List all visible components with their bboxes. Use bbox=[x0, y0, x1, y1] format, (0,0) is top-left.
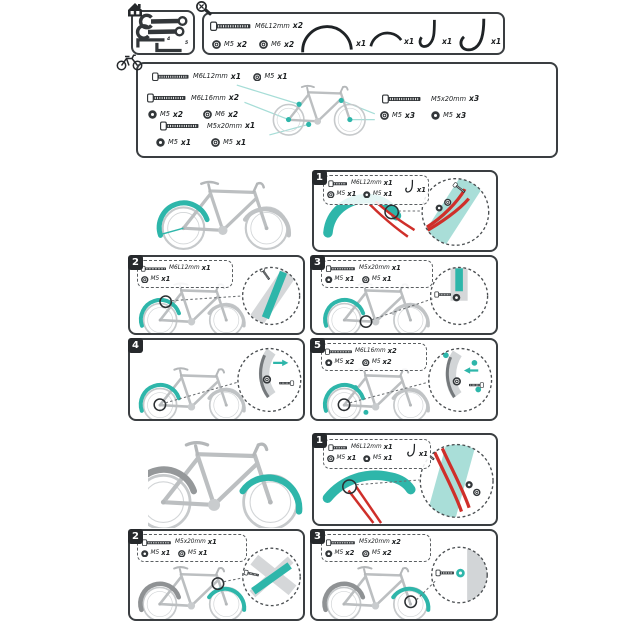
nut-icon bbox=[380, 111, 389, 120]
screw-icon bbox=[210, 21, 252, 32]
nut-qty: x2 bbox=[236, 39, 248, 49]
screw-qty: x2 bbox=[228, 93, 239, 103]
zoom-detail-content bbox=[436, 548, 494, 602]
fender-stay-icon bbox=[456, 17, 490, 53]
screw-icon bbox=[325, 265, 357, 273]
zoom-detail-content bbox=[261, 351, 294, 397]
nut-qty: x1 bbox=[345, 275, 355, 284]
nut-qty: x1 bbox=[161, 549, 171, 558]
step-parts-inset bbox=[323, 439, 431, 469]
bike-rear-fender-illustration bbox=[146, 168, 304, 254]
screw-label: M5x20mm bbox=[207, 121, 243, 130]
screw-label: M6L12mm bbox=[351, 179, 382, 186]
allen-key-icon bbox=[138, 40, 165, 48]
bike-icon bbox=[116, 52, 144, 72]
parts-overview-box bbox=[136, 62, 558, 158]
screw-label: M5x20mm bbox=[431, 94, 467, 103]
fender-part bbox=[327, 475, 410, 498]
nut-icon bbox=[327, 191, 335, 199]
screw-label: M6L12mm bbox=[169, 264, 200, 271]
nut-label: M5 bbox=[150, 549, 160, 556]
screw-label: M6L12mm bbox=[255, 21, 290, 30]
nut-qty: x1 bbox=[180, 137, 192, 147]
step-number-badge: 4 bbox=[128, 338, 143, 353]
nut-qty: x2 bbox=[283, 39, 295, 49]
nut-icon bbox=[156, 138, 165, 147]
nut-qty: x2 bbox=[382, 358, 392, 367]
nut-label: M5 bbox=[443, 111, 453, 120]
parts-row-4-nuts bbox=[156, 138, 246, 147]
nut-qty: x2 bbox=[345, 549, 355, 558]
mount-point-dot bbox=[353, 385, 358, 390]
nut-label: M6 bbox=[271, 40, 281, 49]
parts-row-4 bbox=[156, 121, 255, 131]
step-parts-inset bbox=[323, 175, 429, 205]
nut-icon bbox=[362, 550, 370, 558]
screw-icon bbox=[325, 539, 357, 547]
stay-qty: x1 bbox=[416, 186, 426, 195]
screw-head-icon bbox=[195, 1, 213, 17]
nut-label: M5 bbox=[187, 549, 197, 556]
screw-qty: x3 bbox=[469, 94, 480, 104]
mount-point-dot bbox=[363, 410, 368, 415]
screw-icon bbox=[376, 94, 428, 104]
stay-qty: x1 bbox=[491, 37, 502, 46]
fender-stay-icon bbox=[367, 24, 405, 49]
nut-icon bbox=[211, 138, 220, 147]
zoom-detail-content bbox=[423, 178, 474, 243]
screw-qty: x1 bbox=[207, 538, 217, 547]
nut-label: M5 bbox=[334, 358, 344, 365]
nut-icon bbox=[325, 359, 333, 367]
stay-qty: x1 bbox=[404, 37, 415, 46]
bike-illustration bbox=[144, 283, 243, 333]
screw-icon bbox=[141, 539, 173, 547]
screw-label: M6L16mm bbox=[191, 93, 226, 102]
screw-label: M6L12mm bbox=[193, 72, 228, 81]
screw-label: M6L16mm bbox=[355, 347, 386, 354]
connector-lines bbox=[237, 85, 375, 135]
nut-label: M5 bbox=[168, 138, 178, 147]
step-number-badge: 5 bbox=[310, 338, 325, 353]
nut-qty: x2 bbox=[345, 358, 355, 367]
allen-key-icon bbox=[157, 43, 182, 51]
front-step-2-panel bbox=[128, 529, 305, 621]
nut-icon bbox=[141, 276, 149, 284]
nut-label: M6 bbox=[215, 110, 225, 119]
screw-icon bbox=[327, 180, 349, 188]
screw-label: M6L12mm bbox=[351, 443, 382, 450]
nut-qty: x2 bbox=[227, 109, 239, 119]
step-parts-inset bbox=[137, 534, 247, 562]
nut-qty: x1 bbox=[383, 454, 393, 463]
screw-qty: x1 bbox=[383, 443, 393, 452]
parts-row-2 bbox=[146, 93, 239, 103]
screw-label: M5x20mm bbox=[359, 264, 390, 271]
step-number-badge: 2 bbox=[128, 255, 143, 270]
parts-row-1 bbox=[152, 72, 288, 82]
screw-qty: x1 bbox=[230, 71, 241, 81]
home-icon bbox=[127, 2, 143, 17]
screw-qty: x2 bbox=[387, 347, 397, 356]
nut-qty: x1 bbox=[277, 71, 288, 81]
screw-label: M5x20mm bbox=[359, 538, 390, 545]
nut-label: M5 bbox=[334, 275, 344, 282]
zoom-detail-content bbox=[244, 560, 293, 594]
stay-qty: x1 bbox=[442, 37, 453, 46]
nut-icon bbox=[431, 111, 440, 120]
nut-icon bbox=[363, 191, 371, 199]
front-step-3-panel bbox=[310, 529, 498, 621]
nut-qty: x3 bbox=[455, 110, 467, 120]
nut-icon bbox=[259, 40, 268, 49]
step-parts-inset bbox=[137, 260, 233, 288]
nut-label: M5 bbox=[371, 549, 381, 556]
parts-row-3 bbox=[376, 94, 479, 104]
fender-stay-icon bbox=[404, 179, 415, 194]
bike-illustration bbox=[143, 368, 242, 419]
nut-icon bbox=[327, 455, 335, 463]
nut-label: M5 bbox=[336, 190, 346, 197]
nut-label: M5 bbox=[150, 275, 160, 282]
nut-label: M5 bbox=[336, 454, 346, 461]
nut-qty: x1 bbox=[161, 275, 171, 284]
step-number-badge: 2 bbox=[128, 529, 143, 544]
hardware-screw-row bbox=[210, 21, 303, 32]
screw-qty: x1 bbox=[391, 264, 401, 273]
nut-label: M5 bbox=[372, 190, 382, 197]
step-number-badge: 3 bbox=[310, 529, 325, 544]
fender-stay-line bbox=[163, 228, 184, 234]
nut-icon bbox=[362, 359, 370, 367]
bike-illustration bbox=[148, 443, 297, 528]
stay-qty: x1 bbox=[356, 39, 367, 48]
screw-icon bbox=[152, 72, 190, 82]
allen-size-label: 4 bbox=[167, 37, 171, 42]
nut-icon bbox=[363, 455, 371, 463]
stay-with-qty bbox=[404, 179, 426, 194]
nut-qty: x3 bbox=[404, 110, 416, 120]
tools-illustration bbox=[133, 12, 193, 53]
nut-icon bbox=[141, 550, 149, 558]
front-fender-location-image bbox=[148, 432, 306, 528]
nut-qty: x1 bbox=[235, 137, 247, 147]
bike-front-fender-illustration bbox=[148, 432, 306, 528]
front-step-1-panel bbox=[312, 433, 498, 526]
bike-illustration bbox=[163, 182, 288, 249]
step-parts-inset bbox=[321, 534, 431, 562]
parts-row-3-nuts bbox=[380, 111, 466, 120]
stay-with-qty bbox=[406, 443, 428, 458]
fender-stay-icon bbox=[297, 19, 357, 55]
step-number-badge: 1 bbox=[312, 433, 327, 448]
fender-stay-icon bbox=[406, 443, 417, 458]
step-number-badge: 1 bbox=[312, 170, 327, 185]
nut-qty: x1 bbox=[347, 454, 357, 463]
screw-qty: x2 bbox=[292, 21, 303, 31]
screw-icon bbox=[327, 444, 349, 452]
bike-illustration bbox=[328, 368, 427, 419]
parts-row-2-nuts bbox=[148, 110, 238, 119]
nut-qty: x1 bbox=[382, 275, 392, 284]
screw-qty: x1 bbox=[383, 179, 393, 188]
nut-label: M5 bbox=[371, 358, 381, 365]
nut-qty: x1 bbox=[198, 549, 208, 558]
nut-icon bbox=[178, 550, 186, 558]
nut-icon bbox=[212, 40, 221, 49]
bike-illustration bbox=[328, 283, 427, 333]
rear-step-4-panel bbox=[128, 338, 305, 421]
bike-illustration bbox=[327, 567, 427, 619]
nut-qty: x1 bbox=[383, 190, 393, 199]
nut-label: M5 bbox=[372, 454, 382, 461]
nut-label: M5 bbox=[224, 40, 234, 49]
hardware-kit-box bbox=[202, 12, 505, 55]
nut-label: M5 bbox=[392, 111, 402, 120]
nut-icon bbox=[148, 110, 157, 119]
screw-icon bbox=[156, 121, 204, 131]
nut-label: M5 bbox=[334, 549, 344, 556]
rear-step-1-panel bbox=[312, 170, 498, 252]
nut-icon bbox=[203, 110, 212, 119]
nut-icon bbox=[325, 550, 333, 558]
rear-step-2-panel bbox=[128, 255, 305, 335]
nut-icon bbox=[362, 276, 370, 284]
nut-label: M5 bbox=[371, 275, 381, 282]
bike-illustration bbox=[273, 86, 365, 135]
leader-line bbox=[224, 578, 243, 582]
nut-icon bbox=[253, 73, 262, 82]
nut-qty: x1 bbox=[347, 190, 357, 199]
zoom-detail-content bbox=[257, 267, 290, 320]
screw-qty: x1 bbox=[245, 121, 256, 131]
nut-label: M5 bbox=[160, 110, 170, 119]
nut-label: M5 bbox=[264, 72, 275, 81]
zoom-detail-content bbox=[443, 352, 484, 397]
zoom-detail-content bbox=[435, 265, 461, 302]
rear-step-3-panel bbox=[310, 255, 498, 335]
nut-icon bbox=[325, 276, 333, 284]
rear-fender-location-image bbox=[146, 168, 304, 254]
screw-icon bbox=[325, 348, 353, 356]
screw-qty: x2 bbox=[391, 538, 401, 547]
step-illustration bbox=[130, 340, 303, 419]
nut-qty: x2 bbox=[172, 109, 184, 119]
nut-qty: x2 bbox=[382, 549, 392, 558]
step-parts-inset bbox=[321, 260, 433, 288]
allen-size-label: 5 bbox=[185, 41, 189, 46]
step-parts-inset bbox=[321, 343, 427, 371]
stay-qty: x1 bbox=[418, 450, 428, 459]
bike-illustration bbox=[143, 567, 243, 619]
screw-qty: x1 bbox=[201, 264, 211, 273]
step-number-badge: 3 bbox=[310, 255, 325, 270]
fender-stay-icon bbox=[416, 18, 440, 51]
screw-icon bbox=[146, 93, 188, 103]
screw-icon bbox=[141, 265, 167, 273]
nut-label: M5 bbox=[223, 138, 233, 147]
hardware-nut-row bbox=[212, 40, 294, 49]
rear-step-5-panel bbox=[310, 338, 498, 421]
screw-label: M5x20mm bbox=[175, 538, 206, 545]
